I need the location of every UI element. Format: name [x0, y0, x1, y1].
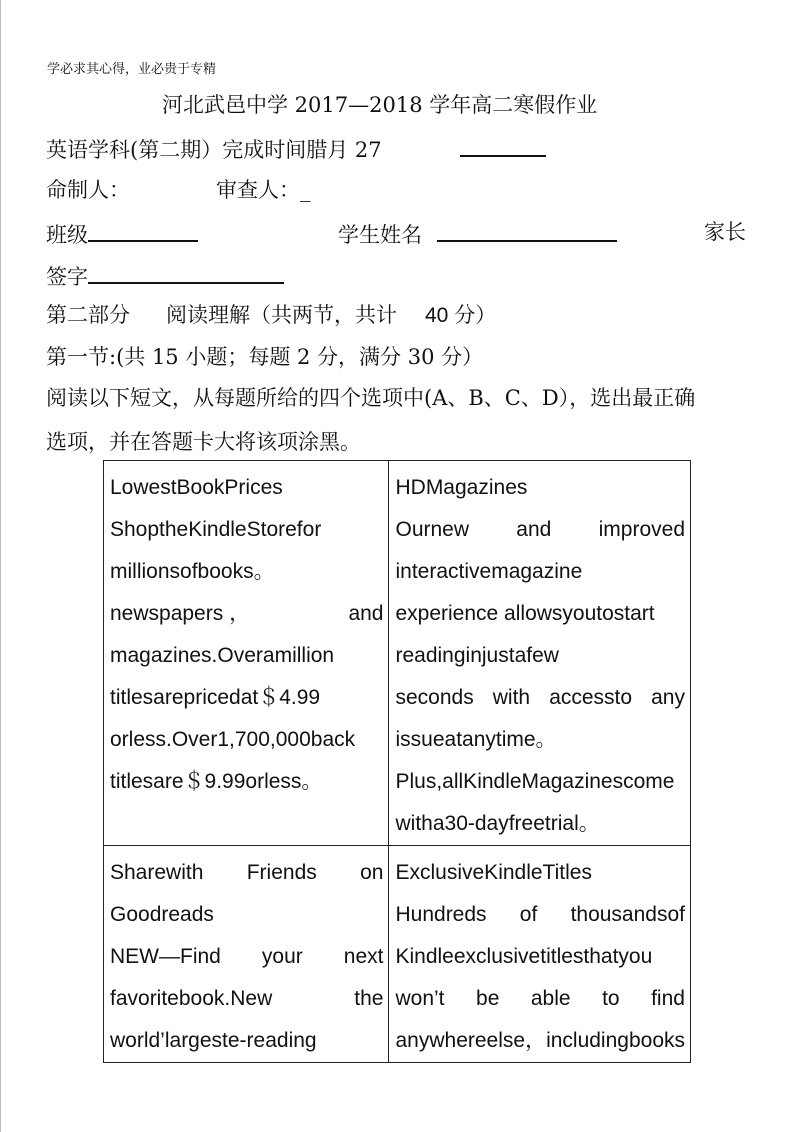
class-field: 班级: [46, 222, 198, 246]
subject-text: 英语学科(第二期）完成时间腊月 27: [46, 138, 382, 162]
cell-exclusive-kindle: ExclusiveKindleTitles Hundreds of thousandsof Kindleexclusivetitlesthatyou won’t be able to find anywhereelse，includingbooks: [389, 846, 691, 1063]
cell-hd-magazines: HDMagazines Ournew and improved interactivemagazine experience allowsyoutostart readinginjustafew seconds with accessto any issueatanytime。 Plus,allKindleMagazinescome witha30-dayfreetrial。: [389, 461, 691, 846]
page-edge: [0, 0, 1, 1132]
signature-field: 签字: [46, 264, 284, 288]
reviewer-label: 审查人：_: [216, 178, 311, 202]
instructions-line-2: 选项，并在答题卡大将该项涂黑。: [46, 430, 361, 454]
class-blank: [88, 222, 198, 242]
document-title: 河北武邑中学 2017—2018 学年高二寒假作业: [162, 93, 598, 117]
reading-table: [103, 460, 691, 1063]
student-name-blank: [437, 222, 617, 242]
instructions-line-1: 阅读以下短文，从每题所给的四个选项中(A、B、C、D），选出最正确: [46, 386, 696, 410]
cell-lowest-book-prices: LowestBookPrices ShoptheKindleStorefor millionsofbooks。 newspapers ， and magazines.Overamillion titlesarepricedat＄4.99 orless.Over1,700,000back titlesare＄9.99orless。: [104, 461, 389, 846]
section-one-heading: 第一节:(共 15 小题；每题 2 分，满分 30 分）: [46, 345, 484, 369]
part-two-heading: 第二部分 阅读理解（共两节，共计 40 分）: [46, 303, 497, 327]
cell-share-goodreads: Sharewith Friends on Goodreads NEW—Find your next favoritebook.New the world’largeste-reading: [104, 846, 389, 1063]
header-note: 学必求其心得，业必贵于专精: [47, 62, 217, 77]
blank-line: [460, 137, 546, 157]
student-name-field: 学生姓名: [338, 222, 617, 246]
signature-blank: [88, 264, 284, 284]
author-label: 命制人：: [46, 178, 130, 202]
parent-label: 家长: [704, 220, 746, 244]
subject-line: [46, 137, 546, 161]
